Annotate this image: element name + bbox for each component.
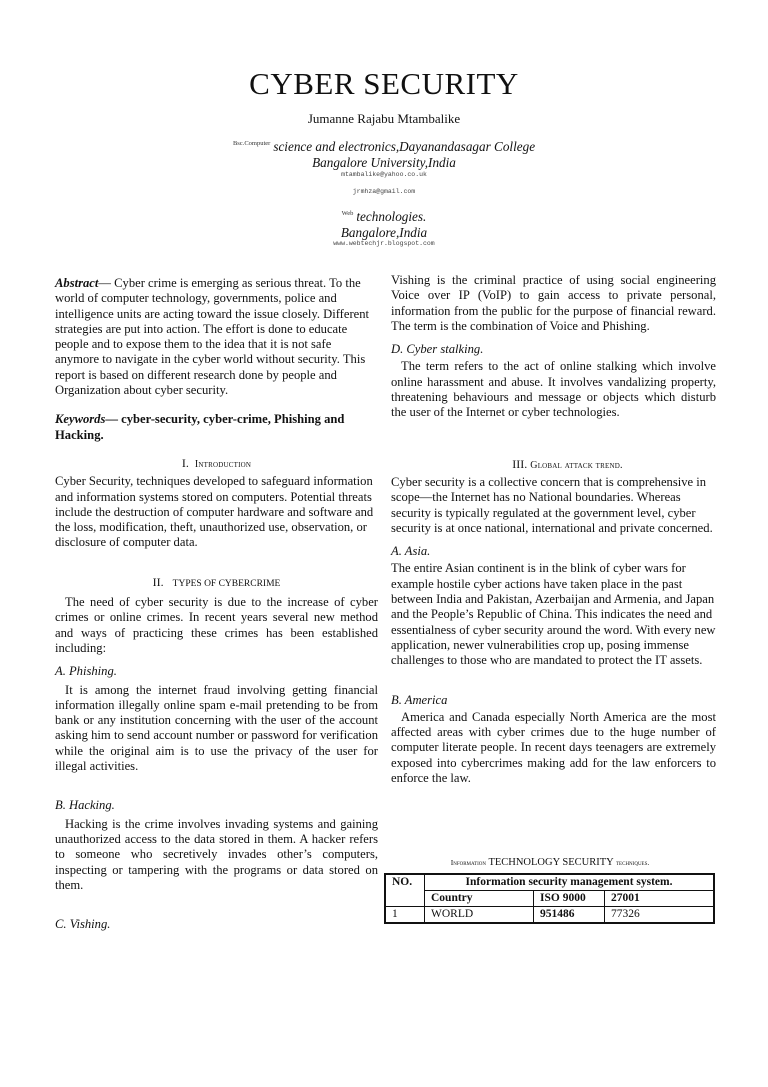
table-caption-suffix: techniques. bbox=[616, 858, 650, 867]
table-row bbox=[385, 907, 714, 924]
section-3-text: Cyber security is a collective concern that is comprehensive in scope—the Internet has no National boundaries. Whereas security is typically regulated at the government level, cyber security is at once national, international and private concerned. bbox=[391, 474, 713, 535]
author-affiliation bbox=[0, 136, 768, 171]
subsection-hacking-text: Hacking is the crime involves invading systems and gaining unauthorized access to the data stored in them. A hacker refers to someone who secretively invades other’s computers, inspecting or tampering with the programs or data stored on them. bbox=[55, 816, 378, 892]
affiliation-line-1: science and electronics,Dayanandasagar College bbox=[273, 139, 536, 154]
subsection-asia-title: A. Asia. bbox=[391, 544, 431, 559]
author-name: Jumanne Rajabu Mtambalike bbox=[307, 111, 461, 126]
subsection-america-text: America and Canada especially North America are the most affected areas with cyber crimes due to the huge number of computer literate people. In recent days teenagers are extremely exposed into cybercrimes making add for the law enforcers to enforce the law. bbox=[391, 709, 716, 786]
subsection-cyber-stalking-title: D. Cyber stalking. bbox=[391, 342, 484, 357]
abstract-label: Abstract bbox=[55, 276, 99, 290]
section-1-title: Introduction bbox=[194, 458, 252, 470]
cell-country: WORLD bbox=[425, 907, 534, 924]
table-subheader-row bbox=[385, 891, 714, 907]
second-affiliation bbox=[0, 206, 768, 241]
header-no: NO. bbox=[385, 874, 425, 907]
keywords bbox=[55, 412, 378, 443]
second-affiliation-prefix: Web bbox=[341, 210, 354, 217]
subsection-cyber-stalking-text: The term refers to the act of online stalking which involve online harassment and abuse. It involves vandalizing property, threatening behaviours and message or objects which disturb the user of the Internet or cyber technologies. bbox=[391, 359, 716, 420]
affiliation-prefix: Bsc.Computer bbox=[232, 140, 271, 147]
subsection-phishing-title: A. Phishing. bbox=[55, 664, 117, 679]
subheader-country: Country bbox=[425, 891, 534, 907]
left-column bbox=[55, 276, 378, 932]
paper-title: CYBER SECURITY bbox=[249, 66, 519, 101]
keywords-label: Keywords bbox=[55, 412, 106, 427]
table-caption-prefix: Information bbox=[450, 858, 486, 867]
subheader-27001: 27001 bbox=[605, 891, 715, 907]
subsection-hacking-title: B. Hacking. bbox=[55, 798, 115, 813]
subsection-vishing-title: C. Vishing. bbox=[55, 917, 111, 932]
cell-iso9000: 951486 bbox=[534, 907, 605, 924]
section-2-number: II. bbox=[152, 574, 164, 589]
cell-27001: 77326 bbox=[605, 907, 715, 924]
abstract-text: — Cyber crime is emerging as serious threat. To the world of computer technology, governments, police and intelligence units are acting toward the issue closely. Different strategies are put into action. The effort is done to educate people and to expose them to the idea that it is not safe anymore to navigate in the cyber world without security. This report is based on different research done by people and Organization about cyber security. bbox=[55, 276, 370, 398]
section-1-heading bbox=[55, 456, 378, 472]
section-2-text: The need of cyber security is due to the increase of cyber crimes or online crimes. In recent years several new method and ways of practicing these crimes has been established including: bbox=[55, 595, 378, 655]
section-3-number: III. bbox=[512, 456, 528, 471]
email-1[interactable]: mtambalike@yahoo.co.uk bbox=[341, 171, 427, 178]
table-header-row bbox=[385, 874, 714, 891]
keywords-text: — cyber-security, cyber-crime, Phishing and Hacking. bbox=[55, 412, 345, 442]
subheader-iso9000: ISO 9000 bbox=[534, 891, 605, 907]
second-affiliation-line-1: technologies. bbox=[356, 209, 427, 224]
header-group: Information security management system. bbox=[425, 874, 715, 891]
table-caption bbox=[384, 857, 716, 868]
subsection-america-title: B. America bbox=[391, 692, 448, 707]
section-3-title: Global attack trend. bbox=[530, 459, 623, 471]
security-standards-table bbox=[384, 873, 715, 924]
second-affiliation-line-2: Bangalore,India bbox=[340, 225, 428, 240]
vishing-text: Vishing is the criminal practice of using social engineering Voice over IP (VoIP) to gain access to private personal, information from the public for the purpose of financial reward. The term is the combination of Voice and Phishing. bbox=[391, 273, 716, 333]
section-2-heading bbox=[55, 575, 378, 592]
website-link[interactable]: www.webtechjr.blogspot.com bbox=[333, 240, 435, 247]
email-2[interactable]: jrmhza@gmail.com bbox=[352, 188, 416, 195]
section-1-number: I. bbox=[181, 455, 189, 470]
cell-no: 1 bbox=[385, 907, 425, 924]
subsection-asia-text: The entire Asian continent is in the blink of cyber wars for example hostile cyber actions have taken place in the past between India and Pakistan, Azerbaijan and Armenia, and Japan and the People’s Republic of China. This indicates the need and essentialness of cyber security around the word. With every new application, newer vulnerabilities crop up, posing immense challenges to those who are mandated to protect the IT assets. bbox=[391, 561, 716, 668]
subsection-phishing-text: It is among the internet fraud involving getting financial information illegally online spam e-mail pretending to be from bank or any institution concerning with the user of the account asking him to send account number or password for verification while the original aim is to use the privacy of the user for illegal activities. bbox=[55, 682, 378, 774]
table-caption-main: TECHNOLOGY SECURITY bbox=[488, 857, 614, 868]
affiliation-line-2: Bangalore University,India bbox=[312, 155, 456, 170]
section-1-text: Cyber Security, techniques developed to safeguard information and information systems stored on computers. Potential threats include the destruction of computer hardware and software and the loss, modification, theft, unauthorized use, observation, or disclosure of computer data. bbox=[55, 474, 374, 550]
section-3-heading bbox=[391, 457, 716, 473]
abstract bbox=[55, 276, 378, 398]
section-2-title: TYPES OF CYBERCRIME bbox=[172, 578, 281, 589]
right-column bbox=[391, 273, 716, 786]
